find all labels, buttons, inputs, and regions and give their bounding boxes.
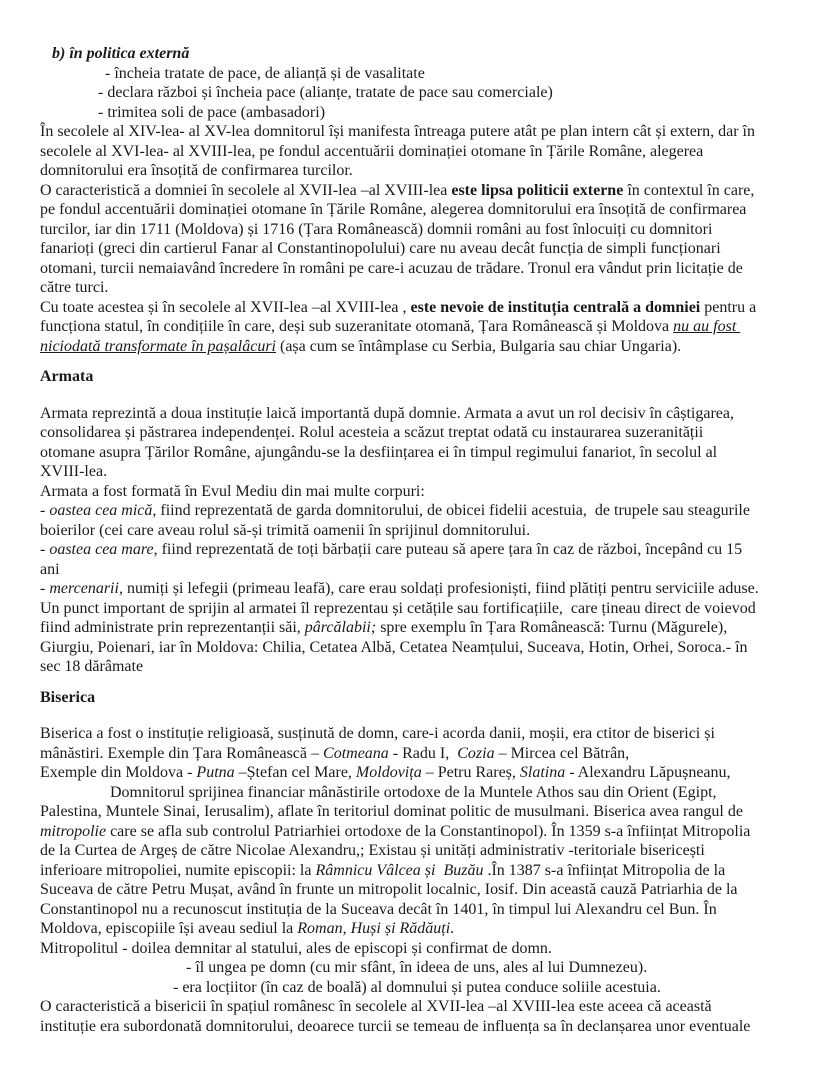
text-segment: Putna: [196, 764, 235, 781]
text-segment: Slatina: [519, 764, 566, 781]
text-segment: fanarioți (greci din cartierul Fanar al Constantinopolului) care nu aveau decât funcția de simpli funcționari: [40, 240, 721, 257]
text-segment: Râmnicu Vâlcea și Buzău: [315, 861, 484, 879]
text-line: [40, 161, 822, 181]
text-line: [40, 298, 822, 318]
text-segment: sec 18 dărâmate: [40, 658, 144, 675]
text-line: [40, 997, 822, 1017]
text-segment: XVIII-lea.: [40, 463, 108, 480]
text-segment: Un punct important de sprijin al armatei îl reprezentau și cetățile sau fortificațiile, care țineau direct de voievod: [40, 599, 756, 617]
text-segment: mitropolie: [40, 822, 107, 840]
text-line: [40, 978, 822, 998]
text-line: [40, 239, 822, 259]
text-line: [40, 501, 822, 521]
text-line: [40, 181, 822, 201]
text-line: [40, 64, 822, 84]
text-segment: pe fondul accentuării dominației otomane în Țările Române, alegerea domnitorului era însoțită de confirmarea: [40, 201, 747, 218]
text-segment: funcționa statul, în condițiile în care, deși sub suzeranitate otomană, Țara Românească și Moldova: [40, 318, 674, 335]
text-segment: Biserica: [40, 688, 96, 706]
text-line: [40, 540, 822, 560]
text-segment: pentru a: [700, 298, 757, 316]
text-segment: consolidarea și păstrarea independenței. Rolul acesteia a scăzut treptat odată cu instaurarea suzeranității: [40, 424, 704, 441]
text-segment: Domnitorul sprijinea financiar mânăstirile ortodoxe de la Muntele Athos sau din Orient (Egipt,: [110, 783, 717, 801]
text-segment: este lipsa politicii externe: [451, 181, 624, 199]
text-segment: Exemple din Moldova -: [40, 764, 197, 781]
text-segment: Armata a fost formată în Evul Mediu din mai multe corpuri:: [40, 482, 425, 500]
text-segment: b) în politica externă: [52, 45, 190, 62]
text-line: [40, 841, 822, 861]
text-segment: - Radu I,: [388, 744, 458, 762]
text-segment: ani: [40, 560, 60, 578]
text-segment: .: [450, 920, 455, 937]
text-segment: Moldovița: [355, 764, 422, 781]
text-segment: mercenarii,: [49, 580, 123, 597]
text-segment: instituție era subordonată domnitorului, deoarece turcii se temeau de influența sa în declanșarea unor eventuale: [40, 1017, 751, 1035]
text-line: [40, 783, 822, 803]
text-segment: oastea cea mică: [49, 502, 153, 519]
text-segment: O caracteristică a domniei în secolele al XVII-lea –al XVIII-lea: [40, 181, 452, 199]
text-line: [40, 638, 822, 658]
text-segment: Moldova, episcopiile își aveau sediul la: [40, 920, 298, 937]
text-line: [40, 958, 822, 978]
text-line: [40, 142, 822, 162]
text-segment: care se afla sub controlul Patriarhiei ortodoxe de la Constantinopol). În 1359 s-a înființat Mitropolia: [106, 822, 751, 840]
text-segment: .În 1387 s-a înființat Mitropolia de la: [483, 861, 726, 879]
text-line: [40, 618, 822, 638]
text-line: [40, 83, 822, 103]
text-segment: inferioare mitropoliei, numite episcopii: la: [40, 861, 316, 879]
text-segment: - încheia tratate de pace, de alianță și de vasalitate: [105, 64, 425, 82]
text-line: [40, 220, 822, 240]
text-segment: –Ștefan cel Mare,: [234, 764, 356, 781]
text-segment: Cu toate acestea și în secolele al XVII-lea –al XVIII-lea ,: [40, 298, 411, 316]
text-segment: mânăstiri. Exemple din Țara Românească –: [40, 744, 324, 762]
text-segment: în contextul în care,: [623, 181, 755, 199]
text-segment: – Petru Rareș,: [421, 764, 520, 781]
text-segment: Mitropolitul - doilea demnitar al statului, ales de episcopi și confirmat de domn.: [40, 939, 552, 957]
text-line: [40, 763, 822, 783]
text-segment: – Mircea cel Bătrân,: [494, 744, 630, 762]
text-segment: Cozia: [457, 744, 495, 762]
text-segment: domnitorului era însoțită de confirmarea turcilor.: [40, 162, 353, 179]
text-line: [40, 44, 822, 64]
text-line: [40, 802, 822, 822]
text-line: [40, 744, 822, 764]
text-line: [40, 919, 822, 939]
text-segment: Armata: [40, 368, 94, 385]
text-line: [40, 103, 822, 123]
text-segment: O caracteristică a bisericii în spațiul românesc în secolele al XVII-lea –al XVIII-lea este aceea că această: [40, 998, 712, 1015]
text-segment: Constantinopol nu a recunoscut instituția de la Suceava decât în 1401, în timpul lui Alexandru cel Bun. În: [40, 900, 717, 918]
text-segment: otomani, turcii nemaiavând încredere în români pe care-i acuzau de trădare. Tronul era vândut prin licitație de: [40, 259, 743, 277]
text-segment: Giurgiu, Poienari, iar în Moldova: Chilia, Cetatea Albă, Cetatea Neamțului, Suceava, Hotin, Orhei, Soroca.- în: [40, 638, 748, 656]
text-segment: este nevoie de instituția centrală a domniei: [410, 298, 701, 316]
text-segment: - trimitea soli de pace (ambasadori): [98, 103, 326, 121]
text-line: [40, 521, 822, 541]
text-line: [40, 900, 822, 920]
text-line: [40, 579, 822, 599]
section-heading: [40, 367, 822, 387]
text-segment: Palestina, Muntele Sinai, Ierusalim), aflate în teritoriul dominat politic de musulmani. Biserica avea rangul de: [40, 803, 743, 820]
text-segment: către turci.: [40, 279, 109, 296]
text-segment: numiți și lefegii (primeau leafă), care erau soldați profesioniști, fiind plătiți pentru serviciile aduse.: [122, 580, 759, 597]
text-line: [40, 599, 822, 619]
text-line: [40, 317, 822, 337]
text-line: [40, 443, 822, 463]
text-line: [40, 822, 822, 842]
section-heading: [40, 688, 822, 708]
text-line: [40, 482, 822, 502]
text-segment: -: [40, 502, 50, 519]
text-segment: (așa cum se întâmplase cu Serbia, Bulgaria sau chiar Ungaria).: [276, 337, 682, 355]
text-line: [40, 1017, 822, 1037]
text-line: [40, 861, 822, 881]
text-line: [40, 122, 822, 142]
text-segment: boierilor (cei care aveau rolul să-și trimită oamenii în sprijinul domnitorului.: [40, 521, 531, 539]
text-segment: spre exemplu în Țara Românească: Turnu (Măgurele),: [376, 619, 728, 636]
text-segment: secolele al XVI-lea- al XVIII-lea, pe fondul accentuării dominației otomane în Țările Române, alegerea: [40, 142, 704, 160]
text-line: [40, 462, 822, 482]
text-line: [40, 724, 822, 744]
text-segment: otomane asupra Țărilor Române, ajungându-se la desființarea ei în timpul regimului fanariot, în secolul al: [40, 443, 718, 461]
text-segment: nu au fost: [673, 318, 741, 335]
text-segment: -: [40, 541, 50, 558]
text-segment: - îl ungea pe domn (cu mir sfânt, în ideea de uns, ales al lui Dumnezeu).: [186, 959, 648, 976]
text-segment: - Alexandru Lăpușneanu,: [565, 764, 731, 781]
text-segment: oastea cea mare: [49, 541, 154, 558]
text-line: [40, 200, 822, 220]
text-line: [40, 939, 822, 959]
text-line: [40, 560, 822, 580]
text-segment: , fiind reprezentată de garda domnitorului, de obicei fidelii acestuia, de trupele sau steagurile: [152, 502, 750, 519]
text-segment: - declara război și încheia pace (alianțe, tratate de pace sau comerciale): [98, 84, 553, 101]
text-segment: fiind administrate prin reprezentanții săi,: [40, 619, 305, 636]
text-segment: - era locțiitor (în caz de boală) al domnului și putea conduce soliile acestuia.: [173, 978, 661, 996]
text-segment: turcilor, iar din 1711 (Moldova) și 1716 (Țara Românească) domnii români au fost înlocuiți cu domnitori: [40, 220, 713, 238]
text-segment: În secolele al XIV-lea- al XV-lea domnitorul își manifesta întreaga putere atât pe plan intern cât și extern, dar în: [40, 123, 755, 140]
text-segment: Roman, Huși și Rădăuți: [297, 920, 451, 937]
text-segment: Cotmeana: [323, 744, 389, 762]
text-segment: de la Curtea de Argeș de către Nicolae Alexandru,; Existau și unități administrativ -teritoriale bisericești: [40, 842, 705, 859]
text-line: [40, 259, 822, 279]
text-segment: , fiind reprezentată de toți bărbații care puteau să apere țara în caz de război, începând cu 15: [153, 541, 743, 558]
text-segment: -: [40, 580, 50, 597]
text-segment: Biserica a fost o instituție religioasă, susținută de domn, care-i acorda danii, moșii, era ctitor de biserici și: [40, 725, 715, 742]
text-line: [40, 337, 822, 357]
text-line: [40, 404, 822, 424]
text-segment: pârcălabii;: [304, 619, 377, 636]
text-line: [40, 278, 822, 298]
text-segment: Armata reprezintă a doua instituție laică importantă după domnie. Armata a avut un rol decisiv în câștigarea,: [40, 404, 734, 422]
text-line: [40, 880, 822, 900]
text-line: [40, 423, 822, 443]
text-segment: Suceava de către Petru Mușat, având în frunte un mitropolit localnic, Iosif. Din această cauză Patriarhia de la: [40, 881, 738, 898]
text-segment: niciodată transformate în pașalâcuri: [40, 337, 276, 355]
text-line: [40, 657, 822, 677]
